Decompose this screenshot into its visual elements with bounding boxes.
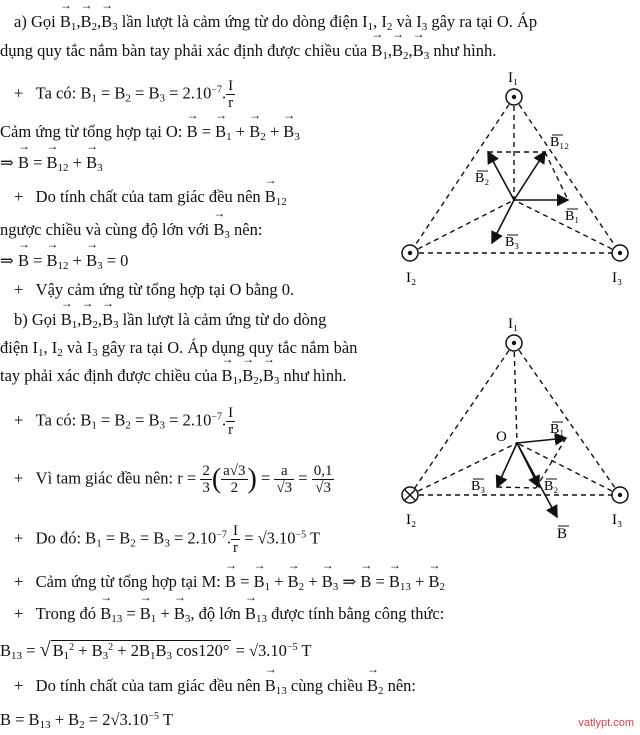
part-b-line-10: + Do tính chất của tam giác đều nên → $B_{13}$ cùng chiều → $B_2$ nên: <box>14 676 416 701</box>
label-B1-b: B₁ <box>550 422 565 437</box>
part-a-line-7: ngược chiều và cùng độ lớn với → $B_3$ nên: <box>0 220 262 245</box>
part-b-line-4: + Ta có: $B_1 = B_2 = B_3 = 2.10^{-7}$. $\frac{I}{r}$ <box>14 405 234 438</box>
vector-B-b <box>517 443 557 517</box>
part-a-line-8: ⇒ → B = → $B_{12}$ + → $B_3 = 0$ <box>0 251 128 276</box>
label-B2-a: B₂ <box>475 171 490 186</box>
part-b-line-8: + Trong đó → $B_{13}$ = → $B_1$ + → $B_3$, độ lớn → $B_{13}$ được tính bằng công thức: <box>14 604 444 629</box>
vector-B2-a <box>488 152 514 200</box>
current-I3-b <box>612 487 628 503</box>
part-a-line-9: + Vậy cảm ứng từ tổng hợp tại O bằng 0. <box>14 280 295 299</box>
vector-B12-a <box>514 152 545 200</box>
part-a-line-3: + Ta có: $B_1 = B_2 = B_3 = 2.10^{-7}$. $\frac{I}{r}$ <box>14 78 234 111</box>
vector-B2-b <box>517 443 539 487</box>
label-B1-a: B₁ <box>565 209 580 224</box>
triangle-a <box>410 97 620 253</box>
part-b-line-6: + Do đó: $B_1 = B_2 = B_3 = 2.10^{-7}$. $\frac{I}{r}$ = $√3.10^{-5}$ T <box>14 523 321 556</box>
label-O-b: O <box>496 429 507 445</box>
current-I2-b <box>402 487 418 503</box>
part-a-line-6: + Do tính chất của tam giác đều nên → $B_{12}$ <box>14 187 287 212</box>
part-b-line-11: $B = B_{13} + B_2 = 2√3.10^{-5}$ T <box>0 710 173 731</box>
label-I2-a: I₂ <box>406 270 417 286</box>
part-b-line-3: tay phải xác định được chiều của → $B_1,\to B_2,\to B_3$ như hình. <box>0 366 347 391</box>
current-I3-a <box>612 245 628 261</box>
label-B3-b: B₃ <box>471 479 486 494</box>
part-b-line-5: + Vì tam giác đều nên: r = $\frac{2}{3}$ ( $\frac{a√3}{2}$ ) = $\frac{a}{√3}$ = $\frac{0,1}{√3}$ <box>14 463 333 496</box>
label-B3-a: B₃ <box>505 235 520 250</box>
label-I2-b: I₂ <box>406 512 417 528</box>
vector-B3-b <box>497 443 517 487</box>
part-b-line-7: + Cảm ứng từ tổng hợp tại M: → B = → $B_1$ + → $B_2$ + → $B_3$ ⇒ → B = → $B_{13}$ + → $B_2$ <box>14 572 445 597</box>
label-B12-a: B₁₂ <box>550 135 570 150</box>
current-I1-b <box>506 335 522 351</box>
label-I1-a: I₁ <box>508 70 519 86</box>
part-a-line-2: dụng quy tắc nắm bàn tay phải xác định được chiều của → $B_1,\to B_2,\to B_3$ như hình. <box>0 41 496 66</box>
label-B-b: B <box>557 526 568 542</box>
vector-B3-a <box>492 200 514 243</box>
part-a-line-1: a) Gọi → $B_1,\to B_2,\to B_3$ lần lượt là cảm ứng từ do dòng điện $I_1$, $I_2$ và $I_3$ gây ra tại O. Áp <box>14 12 537 37</box>
label-I3-a: I₃ <box>612 270 623 286</box>
part-b-line-9: $B_{13}$ = √ $B_1^2 + B_3^2 + 2B_1B_3$ $\cos 120^\circ = √3.10^{-5}$ T <box>0 639 312 662</box>
label-B2-b: B₂ <box>544 479 559 494</box>
watermark: vatlypt.com <box>578 717 634 729</box>
label-I1-b: I₁ <box>508 316 519 332</box>
part-a-line-5: ⇒ → B = → $B_{12}$ + → $B_3$ <box>0 153 103 178</box>
vector-B1-b <box>517 438 566 443</box>
label-I3-b: I₃ <box>612 512 623 528</box>
triangle-b <box>410 343 620 495</box>
current-I2-a <box>402 245 418 261</box>
part-b-line-2: điện $I_1$, $I_2$ và $I_3$ gây ra tại O. Áp dụng quy tắc nắm bàn <box>0 338 358 359</box>
part-a-line-4: Cảm ứng từ tổng hợp tại O: → B = → $B_1$ + → $B_2$ + → $B_3$ <box>0 122 300 147</box>
part-b-line-1: b) Gọi → $B_1,\to B_2,\to B_3$ lần lượt là cảm ứng từ do dòng <box>14 310 326 335</box>
current-I1-a <box>506 89 522 105</box>
